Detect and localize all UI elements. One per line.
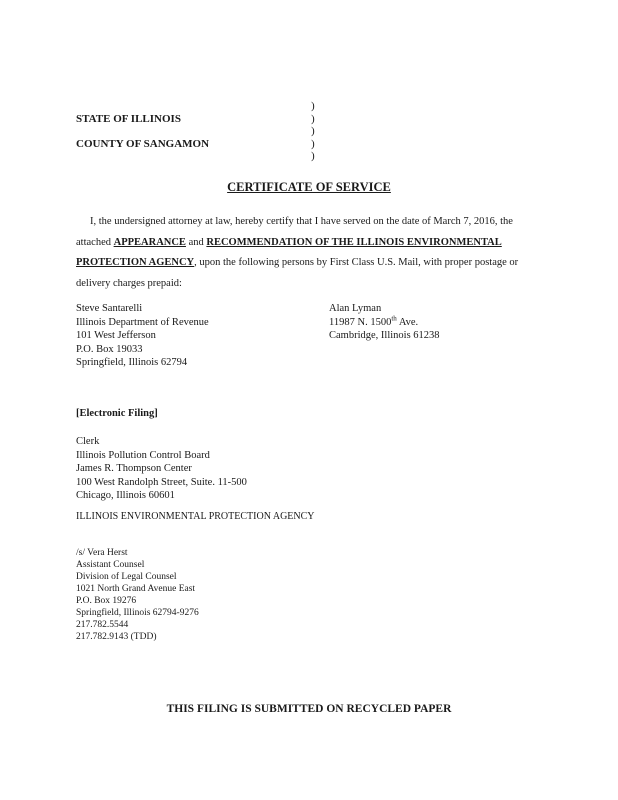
caption-county: COUNTY OF SANGAMON	[76, 138, 210, 150]
recipient-right-address: 11987 N. 1500th Ave.	[329, 314, 419, 328]
caption-paren: )	[311, 112, 315, 125]
cert-text-2: , upon the following persons by First Class U.S. Mail, with proper postage or delivery charges prepaid:	[76, 257, 519, 289]
caption-paren: )	[311, 150, 315, 162]
signature-line: Assistant Counsel	[76, 560, 145, 570]
electronic-filing-address	[76, 435, 247, 503]
cert-doc-recommendation: RECOMMENDATION OF THE ILLINOIS ENVIRONMENTAL PROTECTION AGENCY	[76, 236, 502, 268]
signature-line: 1021 North Grand Avenue East	[76, 584, 196, 594]
certification-paragraph	[76, 212, 546, 294]
electronic-line: Chicago, Illinois 60601	[76, 490, 175, 501]
caption-paren: )	[311, 137, 315, 150]
recipient-right-name: Alan Lyman	[329, 303, 382, 314]
electronic-line: Illinois Pollution Control Board	[76, 449, 210, 461]
signature-line: Springfield, Illinois 62794-9276	[76, 608, 199, 618]
recipient-left-line: Springfield, Illinois 62794	[76, 357, 188, 368]
cert-doc-appearance: APPEARANCE	[113, 236, 186, 248]
cert-text-1: I, the undersigned attorney at law, hereby certify that I have served on the date of March 7, 2016, the attached	[76, 216, 513, 248]
electronic-line: Clerk	[76, 436, 100, 447]
recipient-left-line: Steve Santarelli	[76, 303, 143, 314]
recipient-left	[76, 302, 209, 370]
recipient-left-line: 101 West Jefferson	[76, 330, 156, 341]
caption-paren: )	[311, 125, 315, 137]
electronic-line: James R. Thompson Center	[76, 463, 192, 474]
electronic-filing-heading: [Electronic Filing]	[76, 408, 158, 419]
recipient-left-line: Illinois Department of Revenue	[76, 316, 209, 328]
cert-text-and: and	[185, 236, 207, 248]
recipient-left-line: P.O. Box 19033	[76, 343, 143, 355]
agency-name: ILLINOIS ENVIRONMENTAL PROTECTION AGENCY	[76, 511, 315, 522]
signature-line: 217.782.5544	[76, 620, 129, 630]
recipient-right	[329, 302, 440, 343]
signature-line: Division of Legal Counsel	[76, 572, 177, 582]
signature-line: 217.782.9143 (TDD)	[76, 632, 157, 642]
signature-line: /s/ Vera Herst	[76, 548, 128, 558]
signature-block	[76, 547, 199, 643]
recycled-paper-footer: THIS FILING IS SUBMITTED ON RECYCLED PAPER	[166, 703, 452, 715]
recipient-right-city: Cambridge, Illinois 61238	[329, 330, 440, 341]
document-title: CERTIFICATE OF SERVICE	[227, 180, 391, 194]
signature-line: P.O. Box 19276	[76, 596, 137, 606]
caption-paren: )	[311, 100, 315, 112]
caption-state: STATE OF ILLINOIS	[76, 113, 181, 125]
electronic-line: 100 West Randolph Street, Suite. 11-500	[76, 476, 247, 488]
caption-parens	[311, 100, 315, 163]
